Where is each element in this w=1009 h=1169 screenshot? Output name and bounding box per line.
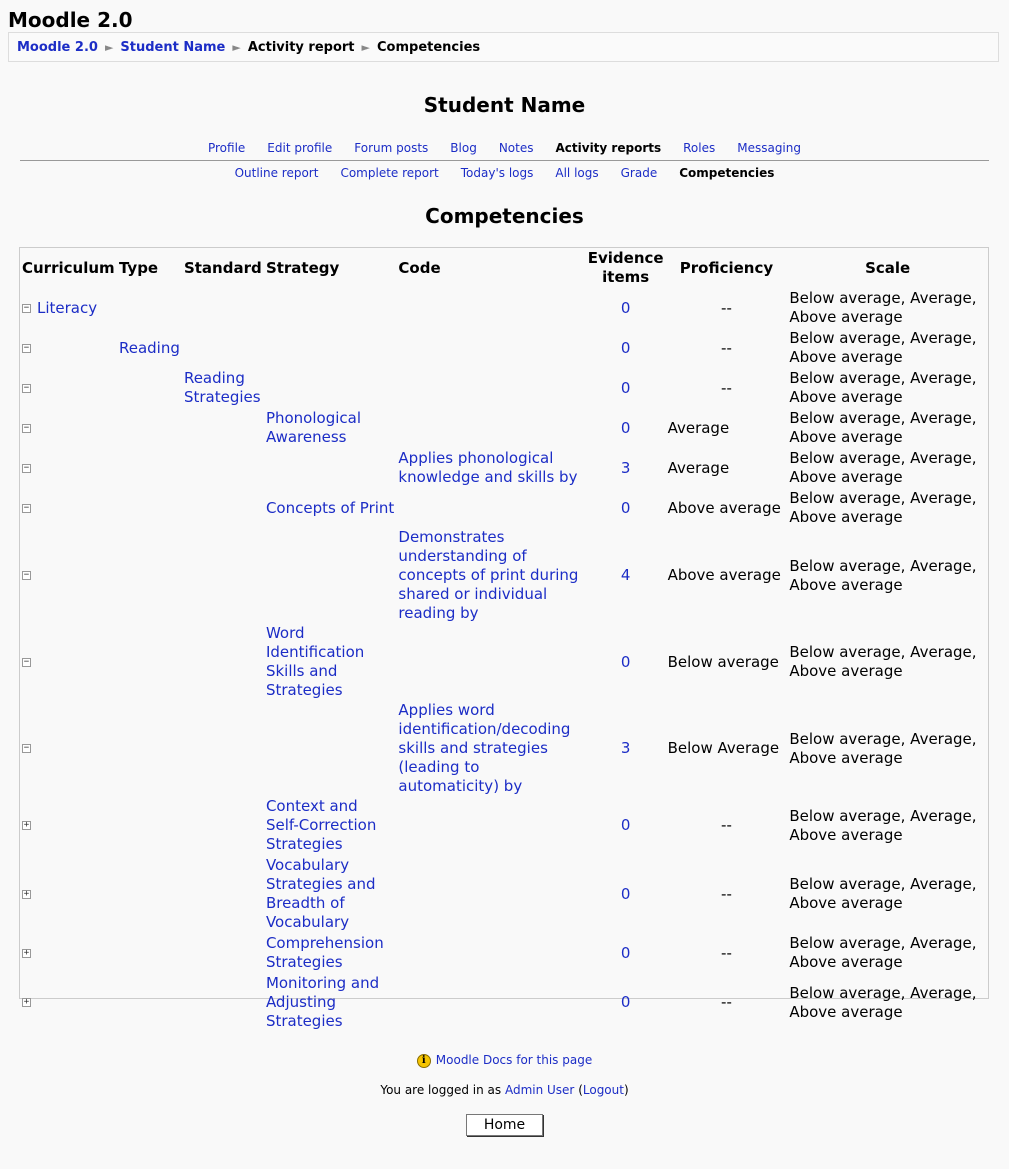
- cell-type: [117, 488, 182, 528]
- cell-strategy: [264, 488, 396, 528]
- page-heading: Student Name: [423, 93, 586, 117]
- evidence-count-link[interactable]: 0: [620, 498, 631, 517]
- cell-scale: Below average, Average, Above average: [789, 556, 977, 594]
- footer-docs: [0, 1053, 1009, 1068]
- table-row: [20, 448, 988, 488]
- subtab-grade[interactable]: Grade: [620, 166, 658, 180]
- evidence-count-link[interactable]: 0: [620, 378, 631, 397]
- subtab-outline-report[interactable]: Outline report: [234, 166, 319, 180]
- subtab-competencies[interactable]: Competencies: [679, 166, 775, 180]
- competency-link[interactable]: Concepts of Print: [265, 498, 395, 517]
- cell-type: [117, 448, 182, 488]
- cell-proficiency: Average: [667, 458, 730, 477]
- evidence-count-link[interactable]: 0: [620, 298, 631, 317]
- evidence-count-link[interactable]: 0: [620, 652, 631, 671]
- evidence-count-link[interactable]: 0: [620, 338, 631, 357]
- cell-proficiency: --: [721, 338, 732, 357]
- cell-code: [396, 288, 585, 328]
- header-type[interactable]: Type: [118, 258, 159, 277]
- cell-curriculum: [20, 528, 117, 623]
- cell-scale: Below average, Average, Above average: [789, 329, 977, 366]
- cell-evidence-items: [586, 288, 666, 328]
- evidence-count-link[interactable]: 0: [620, 993, 631, 1011]
- table-header-row: [20, 248, 988, 288]
- cell-scale: Below average, Average, Above average: [789, 934, 977, 971]
- cell-strategy: [264, 288, 396, 328]
- breadcrumb-student[interactable]: Student Name: [120, 40, 226, 55]
- collapse-icon[interactable]: −: [23, 302, 30, 313]
- collapse-icon[interactable]: −: [23, 382, 30, 393]
- breadcrumb-separator: ►: [232, 41, 241, 54]
- evidence-count-link[interactable]: 0: [620, 418, 631, 437]
- table-row: [20, 488, 988, 528]
- cell-proficiency: --: [721, 884, 732, 903]
- table-row: [20, 796, 988, 855]
- competency-link[interactable]: Phonological Awareness: [265, 409, 361, 446]
- collapse-icon[interactable]: −: [23, 570, 30, 580]
- cell-code: [396, 528, 585, 623]
- info-icon: i: [417, 1054, 431, 1068]
- cell-code: [396, 368, 585, 408]
- header-evidence-items[interactable]: Evidence items: [587, 249, 664, 286]
- cell-code: [396, 328, 585, 368]
- cell-scale: Below average, Average, Above average: [789, 643, 977, 680]
- header-scale[interactable]: Scale: [865, 258, 911, 277]
- competency-link[interactable]: Monitoring and Adjusting Strategies: [265, 974, 380, 1030]
- table-row: [20, 933, 988, 973]
- cell-standard: [182, 328, 264, 368]
- breadcrumb-separator: ►: [361, 41, 370, 54]
- cell-proficiency: --: [721, 378, 732, 397]
- cell-strategy: [264, 328, 396, 368]
- cell-scale: Below average, Average, Above average: [789, 983, 977, 1021]
- competency-link[interactable]: Word Identification Skills and Strategies: [265, 624, 365, 699]
- cell-type: [117, 623, 182, 701]
- cell-scale: Below average, Average, Above average: [789, 729, 977, 767]
- cell-code: [396, 448, 585, 488]
- cell-standard: [182, 288, 264, 328]
- cell-standard: [182, 933, 264, 973]
- tab-blog[interactable]: Blog: [450, 141, 477, 155]
- paren-close: ): [623, 1083, 629, 1097]
- evidence-count-link[interactable]: 3: [620, 739, 631, 757]
- cell-curriculum: [20, 933, 117, 973]
- competency-link[interactable]: Applies word identification/decoding skills and strategies (leading to automaticity) by: [398, 701, 571, 795]
- logout-link[interactable]: Logout: [582, 1083, 624, 1097]
- tab-forum-posts[interactable]: Forum posts: [354, 141, 429, 155]
- cell-type: [117, 328, 182, 368]
- collapse-icon[interactable]: −: [23, 462, 30, 473]
- cell-type: [117, 528, 182, 623]
- competencies-table: [20, 248, 988, 1032]
- tab-profile[interactable]: Profile: [207, 141, 246, 155]
- cell-type: [117, 288, 182, 328]
- cell-standard: [182, 408, 264, 448]
- cell-code: [396, 701, 585, 796]
- cell-type: [117, 855, 182, 933]
- cell-scale: Below average, Average, Above average: [789, 806, 977, 844]
- home-button[interactable]: Home: [466, 1114, 543, 1136]
- evidence-count-link[interactable]: 0: [620, 943, 631, 962]
- cell-scale: Below average, Average, Above average: [789, 369, 977, 406]
- expand-icon[interactable]: +: [23, 947, 30, 958]
- cell-strategy: [264, 796, 396, 855]
- subtab-todays-logs[interactable]: Today's logs: [460, 166, 534, 180]
- cell-strategy: [264, 528, 396, 623]
- subtab-complete-report[interactable]: Complete report: [340, 166, 439, 180]
- cell-curriculum: [20, 855, 117, 933]
- cell-standard: [182, 623, 264, 701]
- cell-strategy: [264, 623, 396, 701]
- cell-scale: Below average, Average, Above average: [789, 289, 977, 326]
- table-row: [20, 855, 988, 933]
- cell-proficiency: --: [721, 816, 732, 834]
- header-standard[interactable]: Standard: [183, 258, 262, 277]
- competency-link[interactable]: Reading: [118, 338, 180, 357]
- cell-evidence-items: [586, 855, 666, 933]
- cell-type: [117, 701, 182, 796]
- cell-evidence-items: [586, 368, 666, 408]
- competency-link[interactable]: Literacy: [37, 298, 98, 317]
- cell-proficiency: --: [721, 298, 732, 317]
- cell-standard: [182, 855, 264, 933]
- table-row: [20, 368, 988, 408]
- cell-curriculum: [20, 701, 117, 796]
- tab-notes[interactable]: Notes: [498, 141, 534, 155]
- cell-standard: [182, 528, 264, 623]
- login-info: [0, 1083, 1009, 1097]
- cell-type: [117, 973, 182, 1032]
- breadcrumb-competencies: Competencies: [377, 40, 481, 55]
- cell-curriculum: [20, 368, 117, 408]
- cell-proficiency: Above average: [667, 566, 781, 584]
- competency-link[interactable]: Reading Strategies: [183, 369, 261, 406]
- cell-code: [396, 973, 585, 1032]
- cell-proficiency: --: [721, 943, 732, 962]
- cell-standard: [182, 796, 264, 855]
- cell-evidence-items: [586, 488, 666, 528]
- evidence-count-link[interactable]: 3: [620, 458, 631, 477]
- evidence-count-link[interactable]: 0: [620, 884, 631, 903]
- competency-link[interactable]: Vocabulary Strategies and Breadth of Vocabulary: [265, 856, 376, 931]
- cell-curriculum: [20, 408, 117, 448]
- competencies-table-box: [19, 247, 989, 1030]
- header-proficiency[interactable]: Proficiency: [679, 258, 774, 277]
- table-row: [20, 288, 988, 328]
- breadcrumb-home[interactable]: Moodle 2.0: [17, 40, 98, 55]
- cell-evidence-items: [586, 408, 666, 448]
- cell-proficiency: Below average: [667, 652, 779, 671]
- collapse-icon[interactable]: −: [23, 743, 30, 753]
- cell-evidence-items: [586, 933, 666, 973]
- cell-code: [396, 623, 585, 701]
- cell-evidence-items: [586, 623, 666, 701]
- breadcrumb: [8, 32, 999, 62]
- cell-code: [396, 408, 585, 448]
- cell-type: [117, 408, 182, 448]
- cell-code: [396, 855, 585, 933]
- collapse-icon[interactable]: −: [23, 656, 30, 667]
- competencies-table-body: [20, 288, 988, 1032]
- cell-strategy: [264, 368, 396, 408]
- cell-scale: Below average, Average, Above average: [789, 449, 977, 486]
- cell-strategy: [264, 973, 396, 1032]
- cell-evidence-items: [586, 528, 666, 623]
- cell-code: [396, 796, 585, 855]
- paren-open: (: [574, 1083, 583, 1097]
- cell-curriculum: [20, 488, 117, 528]
- cell-strategy: [264, 855, 396, 933]
- cell-standard: [182, 701, 264, 796]
- cell-type: [117, 368, 182, 408]
- cell-evidence-items: [586, 448, 666, 488]
- cell-evidence-items: [586, 796, 666, 855]
- cell-curriculum: [20, 623, 117, 701]
- cell-curriculum: [20, 796, 117, 855]
- subtab-all-logs[interactable]: All logs: [555, 166, 599, 180]
- cell-code: [396, 488, 585, 528]
- competency-link[interactable]: Demonstrates understanding of concepts of print during shared or individual reading by: [398, 528, 579, 622]
- cell-scale: Below average, Average, Above average: [789, 409, 977, 446]
- header-curriculum[interactable]: Curriculum: [22, 258, 115, 277]
- table-row: [20, 328, 988, 368]
- moodle-docs-link[interactable]: Moodle Docs for this page: [435, 1053, 593, 1067]
- section-heading: Competencies: [425, 204, 584, 228]
- table-row: [20, 528, 988, 623]
- cell-scale: Below average, Average, Above average: [789, 875, 977, 912]
- cell-scale: Below average, Average, Above average: [789, 489, 977, 526]
- cell-type: [117, 796, 182, 855]
- competency-link[interactable]: Context and Self-Correction Strategies: [265, 797, 377, 853]
- cell-standard: [182, 368, 264, 408]
- cell-curriculum: [20, 973, 117, 1032]
- breadcrumb-separator: ►: [104, 41, 114, 54]
- cell-code: [396, 933, 585, 973]
- table-row: [20, 701, 988, 796]
- tab-bar: [20, 141, 989, 161]
- tab-activity-reports[interactable]: Activity reports: [555, 141, 662, 155]
- expand-icon[interactable]: +: [23, 888, 30, 899]
- header-code[interactable]: Code: [398, 258, 441, 277]
- table-row: [20, 623, 988, 701]
- competency-link[interactable]: Applies phonological knowledge and skills by: [398, 449, 578, 486]
- tab-edit-profile[interactable]: Edit profile: [267, 141, 333, 155]
- cell-curriculum: [20, 288, 117, 328]
- cell-standard: [182, 448, 264, 488]
- tab-roles[interactable]: Roles: [683, 141, 716, 155]
- breadcrumb-activity-report: Activity report: [247, 40, 355, 55]
- cell-evidence-items: [586, 701, 666, 796]
- cell-curriculum: [20, 328, 117, 368]
- login-prefix: You are logged in as: [380, 1083, 505, 1097]
- table-row: [20, 408, 988, 448]
- cell-curriculum: [20, 448, 117, 488]
- cell-standard: [182, 973, 264, 1032]
- collapse-icon[interactable]: −: [23, 342, 30, 353]
- expand-icon[interactable]: +: [23, 820, 30, 830]
- cell-type: [117, 933, 182, 973]
- collapse-icon[interactable]: −: [23, 422, 30, 433]
- cell-proficiency: Below Average: [667, 739, 780, 757]
- cell-proficiency: Average: [667, 418, 730, 437]
- evidence-count-link[interactable]: 0: [620, 816, 631, 834]
- cell-standard: [182, 488, 264, 528]
- cell-strategy: [264, 408, 396, 448]
- header-strategy[interactable]: Strategy: [265, 258, 340, 277]
- expand-icon[interactable]: +: [23, 997, 30, 1007]
- evidence-count-link[interactable]: 4: [620, 566, 631, 584]
- table-row: [20, 973, 988, 1032]
- cell-strategy: [264, 448, 396, 488]
- competency-link[interactable]: Comprehension Strategies: [265, 934, 384, 971]
- cell-proficiency: --: [721, 993, 732, 1011]
- cell-strategy: [264, 701, 396, 796]
- collapse-icon[interactable]: −: [23, 502, 30, 513]
- tab-messaging[interactable]: Messaging: [737, 141, 801, 155]
- cell-evidence-items: [586, 973, 666, 1032]
- cell-evidence-items: [586, 328, 666, 368]
- cell-strategy: [264, 933, 396, 973]
- site-title: Moodle 2.0: [8, 8, 133, 32]
- subtab-bar: [20, 165, 989, 181]
- cell-proficiency: Above average: [667, 498, 781, 517]
- user-link[interactable]: Admin User: [504, 1083, 575, 1097]
